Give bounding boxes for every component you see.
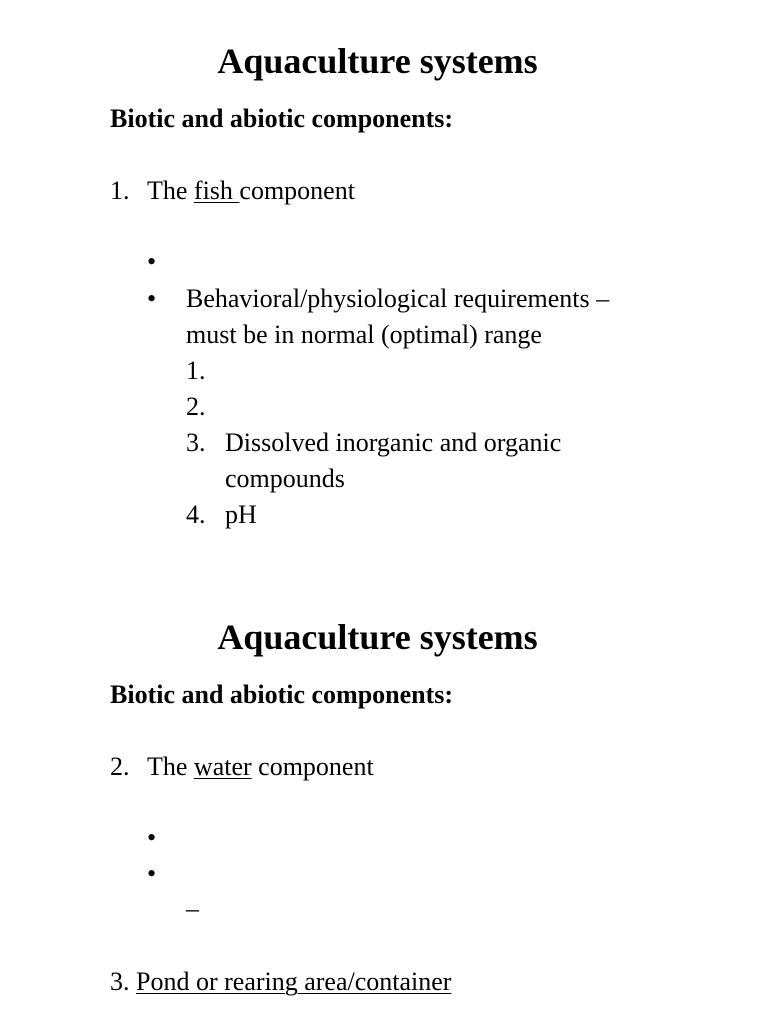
slide1-bullet-2-text: Behavioral/physiological requirements –	[186, 284, 610, 313]
slide2-next-item	[110, 969, 451, 995]
slide1-title: Aquaculture systems	[217, 41, 538, 81]
slide2-bullet-1-symbol: •	[147, 823, 157, 852]
slide2-sub-dash: –	[186, 894, 199, 923]
slide1-subtitle: Biotic and abiotic components:	[110, 104, 454, 133]
slide2-subtitle: Biotic and abiotic components:	[110, 680, 454, 709]
slide1-bullet-2-symbol: •	[147, 284, 157, 313]
slide2-next-number: 3.	[110, 967, 130, 996]
slide1-item-number: 1.	[110, 176, 130, 205]
slide1-item-heading	[147, 178, 355, 204]
slide1-subitem-1-number: 1.	[186, 356, 206, 385]
slide1-subitem-3-number: 3.	[186, 428, 206, 457]
slide2-title: Aquaculture systems	[217, 617, 538, 657]
slide1-subitem-3-text: Dissolved inorganic and organic	[225, 428, 562, 457]
slide2-next-underlined: Pond or rearing area/container	[136, 967, 452, 996]
slide2-item-heading	[147, 754, 374, 780]
slide1-subitem-4-text: pH	[225, 500, 257, 529]
slide1-item-suffix: component	[239, 176, 355, 205]
slide2-bullet-2-symbol: •	[147, 859, 157, 888]
slide1-bullet-2-text-cont: must be in normal (optimal) range	[186, 320, 542, 349]
slide1-item-underlined: fish	[193, 176, 240, 205]
slide2-item-underlined: water	[193, 752, 252, 781]
slide2-item-prefix: The	[147, 752, 188, 781]
slide1-subitem-4-number: 4.	[186, 500, 206, 529]
slide2-item-suffix: component	[258, 752, 374, 781]
slide1-bullet-1-symbol: •	[147, 247, 157, 276]
slide1-item-prefix: The	[147, 176, 188, 205]
slide1-subitem-2-number: 2.	[186, 392, 206, 421]
slide1-subitem-3-text-cont: compounds	[225, 464, 345, 493]
slide2-item-number: 2.	[110, 752, 130, 781]
